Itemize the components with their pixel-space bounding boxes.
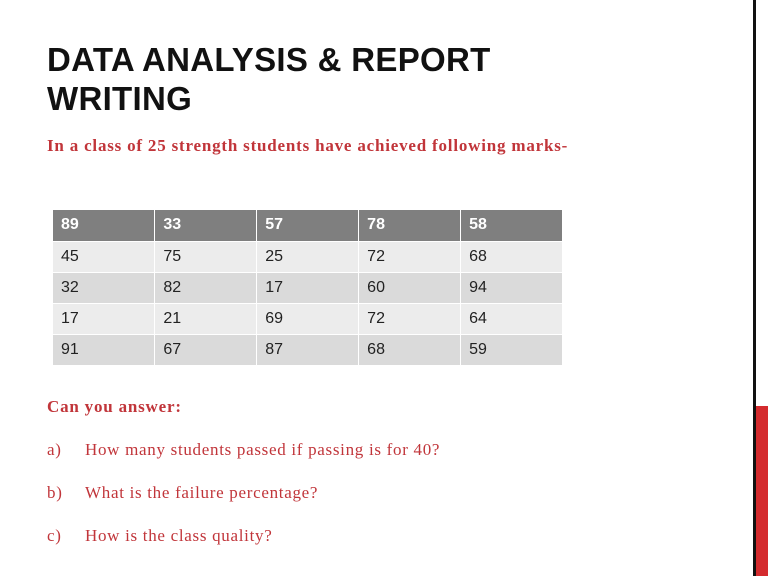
- question-item: [47, 483, 318, 503]
- table-cell: 21: [155, 303, 257, 334]
- table-cell: 72: [359, 303, 461, 334]
- table-cell: 45: [53, 241, 155, 272]
- question-item: [47, 526, 272, 546]
- table-cell: 94: [461, 272, 563, 303]
- slide-accent-bar: [756, 406, 768, 576]
- table-cell: 89: [53, 210, 155, 241]
- slide-title-line-2: WRITING: [47, 80, 193, 117]
- slide-title: [47, 40, 727, 118]
- table-row: [53, 241, 563, 272]
- table-cell: 33: [155, 210, 257, 241]
- table-cell: 67: [155, 334, 257, 365]
- table-cell: 57: [257, 210, 359, 241]
- table-row: [53, 303, 563, 334]
- question-text: What is the failure percentage?: [85, 483, 319, 502]
- table-cell: 64: [461, 303, 563, 334]
- table-cell: 87: [257, 334, 359, 365]
- question-marker: b): [47, 483, 63, 502]
- question-item: [47, 440, 440, 460]
- question-marker: a): [47, 440, 62, 459]
- question-marker: c): [47, 526, 62, 545]
- table-cell: 17: [257, 272, 359, 303]
- table-cell: 25: [257, 241, 359, 272]
- table-cell: 68: [359, 334, 461, 365]
- table-cell: 59: [461, 334, 563, 365]
- table-cell: 72: [359, 241, 461, 272]
- table-cell: 58: [461, 210, 563, 241]
- table-header-row: [53, 210, 563, 241]
- table-row: [53, 272, 563, 303]
- table-cell: 91: [53, 334, 155, 365]
- questions-heading: Can you answer:: [47, 397, 182, 416]
- table-cell: 17: [53, 303, 155, 334]
- question-text: How many students passed if passing is for 40?: [85, 440, 441, 459]
- slide-subtitle: In a class of 25 strength students have achieved following marks-: [47, 136, 569, 155]
- table-cell: 69: [257, 303, 359, 334]
- table-cell: 60: [359, 272, 461, 303]
- table-cell: 78: [359, 210, 461, 241]
- table-cell: 32: [53, 272, 155, 303]
- table-cell: 75: [155, 241, 257, 272]
- table-row: [53, 334, 563, 365]
- marks-table: [53, 210, 563, 366]
- table-cell: 82: [155, 272, 257, 303]
- table-cell: 68: [461, 241, 563, 272]
- slide-title-line-1: DATA ANALYSIS & REPORT: [47, 41, 491, 78]
- question-text: How is the class quality?: [85, 526, 273, 545]
